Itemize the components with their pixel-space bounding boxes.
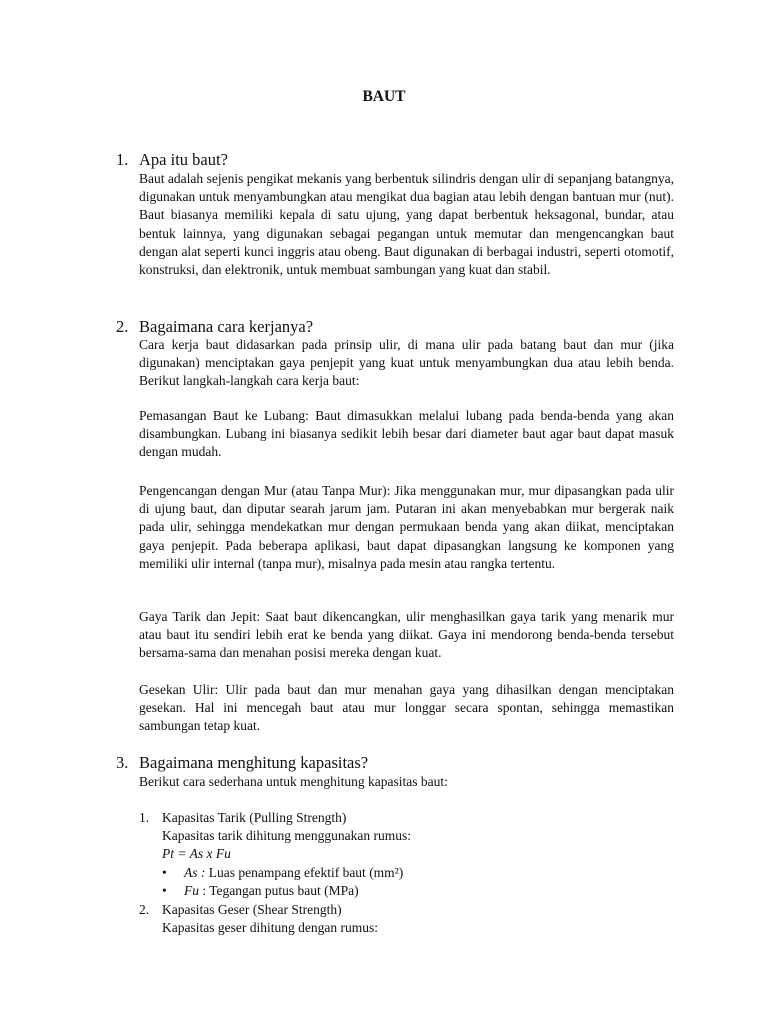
list-item-number: 1.: [139, 810, 150, 825]
formula-text: Pt = As x Fu: [162, 846, 231, 861]
section-heading: [116, 753, 368, 773]
list-item-desc: Kapasitas geser dihitung dengan rumus:: [162, 920, 378, 935]
list-item-number: 2.: [139, 902, 150, 917]
paragraph: Berikut cara sederhana untuk menghitung kapasitas baut:: [139, 774, 448, 789]
section-number: 1.: [116, 150, 129, 169]
paragraph: Gesekan Ulir: Ulir pada baut dan mur menahan gaya yang dihasilkan dengan menciptakan gesekan. Hal ini mencegah baut atau mur longgar secara spontan, sehingga memastikan sambungan tetap kuat.: [139, 682, 674, 734]
paragraph: Pengencangan dengan Mur (atau Tanpa Mur): Jika menggunakan mur, mur dipasangkan pada ulir di ujung baut, dan diputar searah jarum jam. Putaran ini akan menyebabkan mur bergerak naik pada ulir, sehingga mendekatkan mur dengan permukaan benda yang akan diikat, menciptakan gaya penjepit. Pada beberapa aplikasi, baut dapat dipasangkan langsung ke komponen yang memiliki ulir internal (tanpa mur), misalnya pada mesin atau rangka tertentu.: [139, 483, 674, 571]
section-title: Bagaimana cara kerjanya?: [139, 317, 314, 336]
bullet-symbol: As :: [184, 865, 206, 880]
bullet-item: [162, 864, 403, 882]
list-item-title: Kapasitas Tarik (Pulling Strength): [162, 810, 347, 825]
list-item: [139, 901, 342, 919]
paragraph: Baut adalah sejenis pengikat mekanis yang berbentuk silindris dengan ulir di sepanjang batangnya, digunakan untuk menyambungkan atau mengikat dua bagian atau lebih dengan bantuan mur (nut). Baut biasanya memiliki kepala di satu ujung, yang dapat berbentuk heksagonal, bundar, atau bentuk lainnya, yang digunakan sebagai pegangan untuk memutar dan mengencangkan baut dengan alat seperti kunci inggris atau obeng. Baut digunakan di berbagai industri, seperti otomotif, konstruksi, dan elektronik, untuk membuat sambungan yang kuat dan stabil.: [139, 171, 674, 278]
bullet-text: Luas penampang efektif baut (mm²): [205, 865, 404, 880]
formula: [162, 845, 231, 863]
paragraph: Cara kerja baut didasarkan pada prinsip ulir, di mana ulir pada batang baut dan mur (jika digunakan) menciptakan gaya penjepit yang kuat untuk menyambungkan dua atau lebih benda. Berikut langkah-langkah cara kerja baut:: [139, 337, 674, 389]
bullet-item: [162, 882, 359, 900]
section-title: Bagaimana menghitung kapasitas?: [139, 753, 369, 772]
bullet-icon: •: [162, 865, 167, 880]
section-title: Apa itu baut?: [139, 150, 228, 169]
section-heading: [116, 317, 313, 337]
bullet-symbol: Fu: [184, 883, 199, 898]
section-number: 2.: [116, 317, 129, 336]
section-number: 3.: [116, 753, 129, 772]
bullet-text: : Tegangan putus baut (MPa): [199, 883, 359, 898]
bullet-icon: •: [162, 883, 167, 898]
paragraph: Pemasangan Baut ke Lubang: Baut dimasukkan melalui lubang pada benda-benda yang akan disambungkan. Lubang ini biasanya sedikit lebih besar dari diameter baut agar baut dapat masuk dengan mudah.: [139, 408, 674, 460]
section-heading: [116, 150, 228, 170]
list-item: [139, 809, 346, 827]
paragraph: Gaya Tarik dan Jepit: Saat baut dikencangkan, ulir menghasilkan gaya tarik yang menarik mur atau baut itu sendiri lebih erat ke benda yang diikat. Gaya ini mendorong benda-benda tersebut bersama-sama dan menahan posisi mereka dengan kuat.: [139, 609, 674, 661]
list-item-desc: Kapasitas tarik dihitung menggunakan rumus:: [162, 828, 411, 843]
list-item-title: Kapasitas Geser (Shear Strength): [162, 902, 342, 917]
document-title: BAUT: [362, 88, 406, 105]
